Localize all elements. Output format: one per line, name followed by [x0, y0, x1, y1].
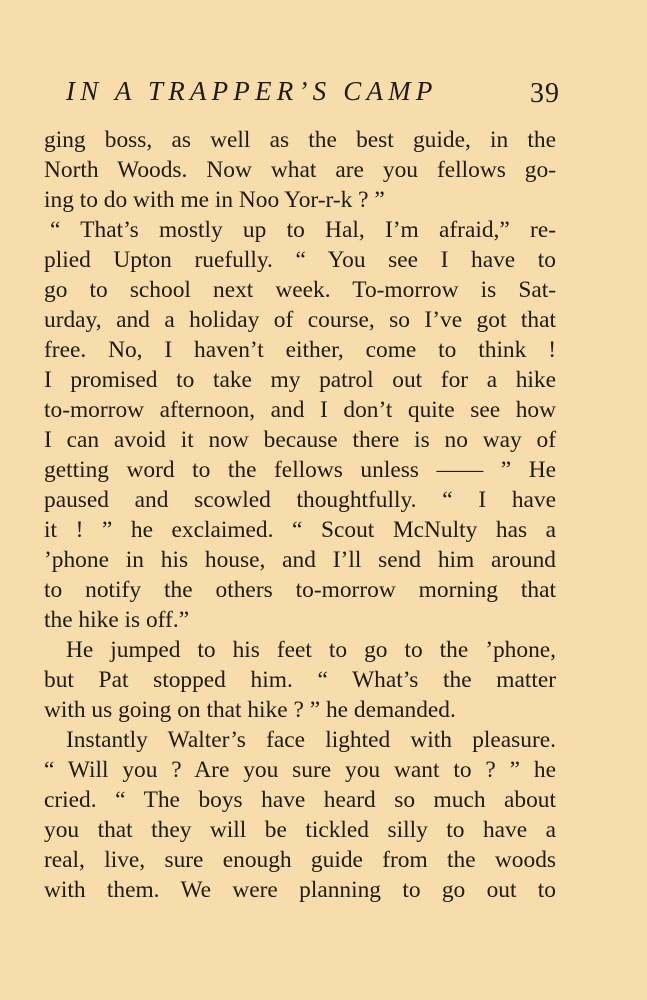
body-text	[44, 125, 556, 905]
text-line: with us going on that hike ? ” he demanded.	[44, 697, 456, 723]
text-line: to notify the others to-morrow morning that	[44, 577, 556, 603]
page-header	[66, 76, 560, 116]
text-line: ’phone in his house, and I’ll send him around	[44, 547, 556, 573]
text-line: with them. We were planning to go out to	[44, 877, 556, 903]
text-line: go to school next week. To-morrow is Sat-	[44, 277, 556, 303]
text-line: urday, and a holiday of course, so I’ve got that	[44, 307, 556, 333]
running-head: IN A TRAPPER’S CAMP	[66, 76, 438, 106]
page-number: 39	[530, 78, 560, 109]
text-line: plied Upton ruefully. “ You see I have to	[44, 247, 556, 273]
text-line: free. No, I haven’t either, come to think !	[44, 337, 556, 363]
text-line: I promised to take my patrol out for a hike	[44, 367, 556, 393]
text-line: real, live, sure enough guide from the woods	[44, 847, 556, 873]
text-line: North Woods. Now what are you fellows go-	[44, 157, 556, 183]
text-line: it ! ” he exclaimed. “ Scout McNulty has a	[44, 517, 556, 543]
text-line: He jumped to his feet to go to the ’phone,	[66, 637, 556, 663]
text-line: “ That’s mostly up to Hal, I’m afraid,” re-	[50, 217, 556, 243]
text-line: paused and scowled thoughtfully. “ I have	[44, 487, 556, 513]
text-line: Instantly Walter’s face lighted with pleasure.	[66, 727, 556, 753]
text-line: cried. “ The boys have heard so much about	[44, 787, 556, 813]
text-line: “ Will you ? Are you sure you want to ? ” he	[44, 757, 556, 783]
text-line: you that they will be tickled silly to have a	[44, 817, 556, 843]
text-line: but Pat stopped him. “ What’s the matter	[44, 667, 556, 693]
text-line: to-morrow afternoon, and I don’t quite see how	[44, 397, 556, 423]
text-line: the hike is off.”	[44, 607, 190, 633]
text-line: I can avoid it now because there is no way of	[44, 427, 556, 453]
text-line: getting word to the fellows unless —— ” He	[44, 457, 556, 483]
text-line: ing to do with me in Noo Yor-r-k ? ”	[44, 187, 385, 213]
text-line: ging boss, as well as the best guide, in the	[44, 127, 556, 153]
